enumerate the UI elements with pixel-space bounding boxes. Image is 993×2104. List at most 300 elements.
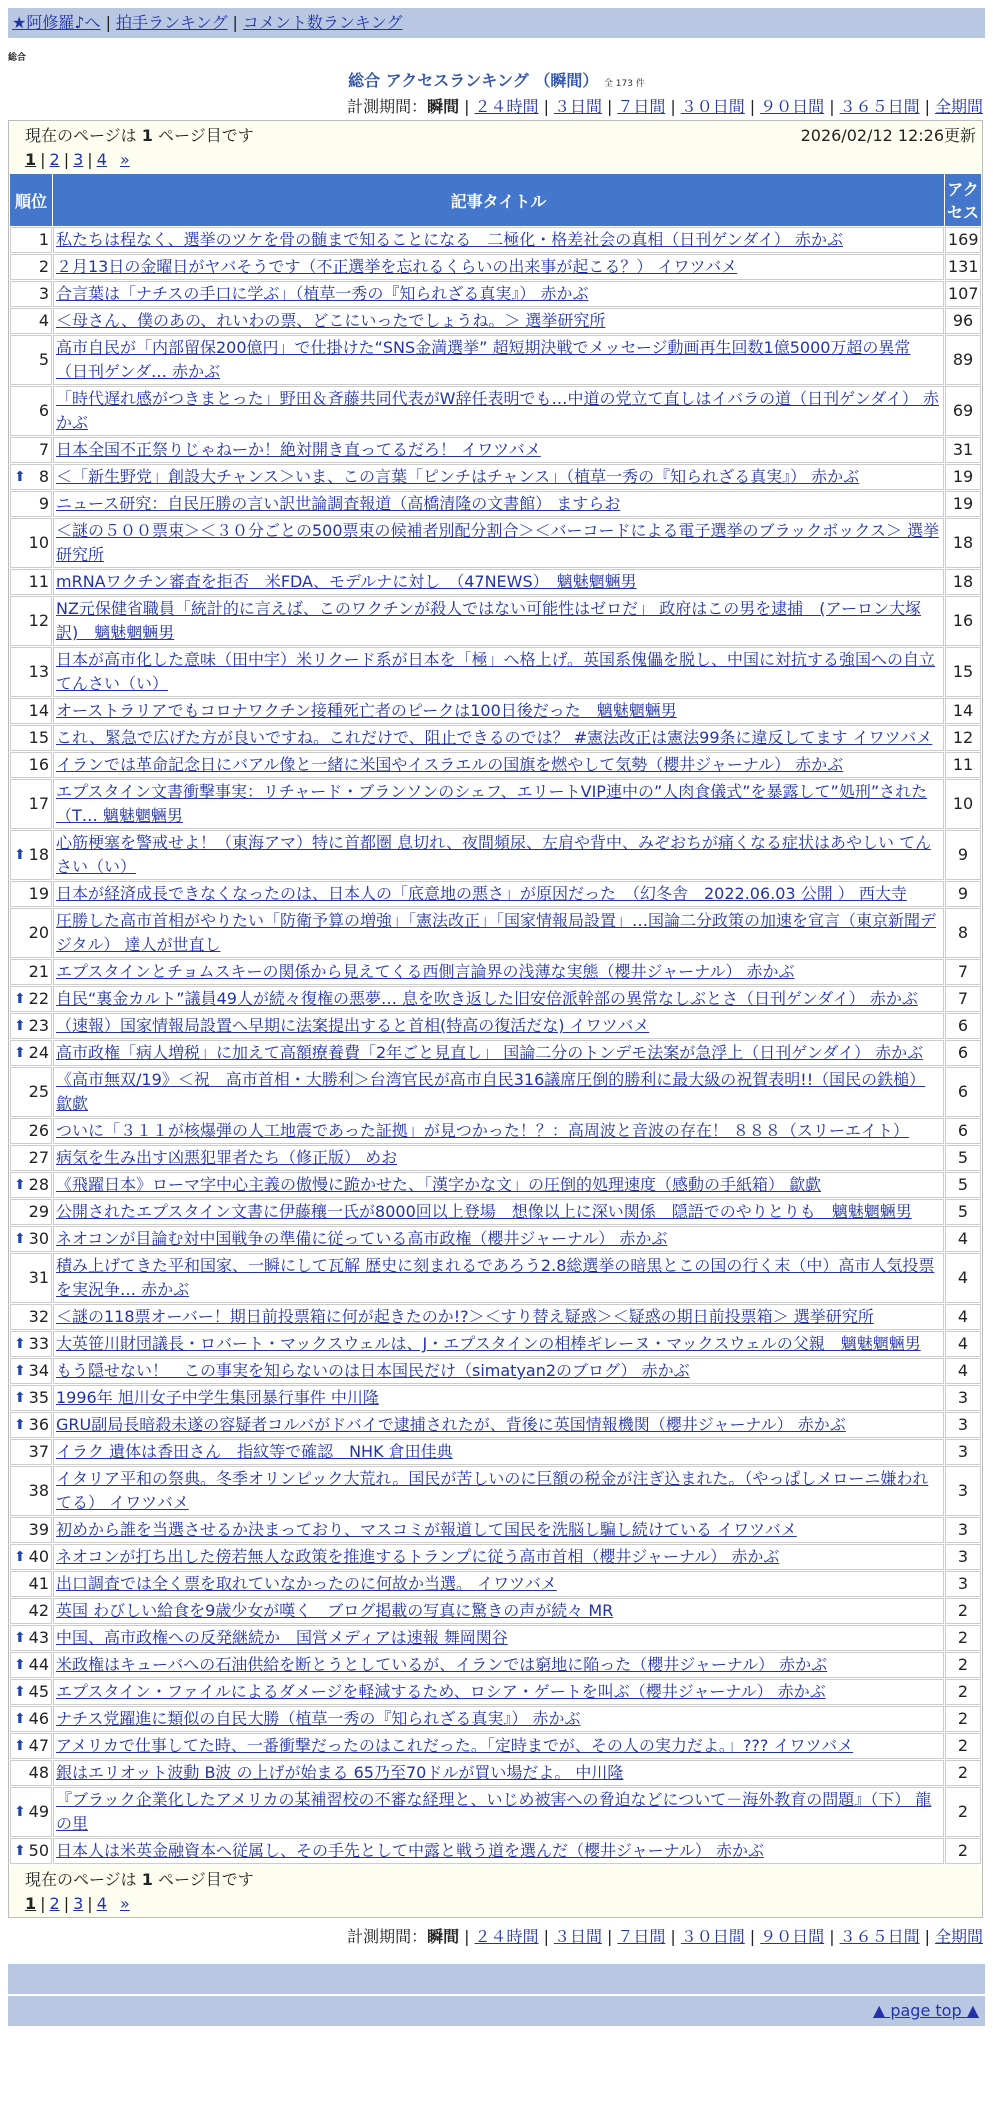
pager-separator: | xyxy=(87,150,93,169)
pager-separator xyxy=(107,150,120,169)
article-title-link[interactable]: ナチス党躍進に類似の自民大勝（植草一秀の『知られざる真実』） 赤かぶ xyxy=(56,1709,581,1728)
title-cell xyxy=(53,959,944,985)
nav-separator: | xyxy=(105,13,111,32)
rank-cell xyxy=(10,647,52,697)
access-count: 6 xyxy=(945,1067,981,1117)
article-title-link[interactable]: ＜謎の５００票束＞＜３０分ごとの500票束の候補者別配分割合＞＜バーコードによる電子選挙のブラックボックス＞ 選挙研究所 xyxy=(56,521,940,564)
title-cell xyxy=(53,1733,944,1759)
title-cell xyxy=(53,1652,944,1678)
rank-cell xyxy=(10,1838,52,1864)
table-row xyxy=(10,1466,981,1516)
rank-number: 7 xyxy=(38,440,49,459)
title-cell xyxy=(53,1544,944,1570)
table-row xyxy=(10,1571,981,1597)
period-separator: | xyxy=(749,97,756,116)
article-title-link[interactable]: 米政権はキューバへの石油供給を断とうとしているが、イランでは窮地に陥った（櫻井ジャーナル） 赤かぶ xyxy=(56,1655,828,1674)
article-title-link[interactable]: 合言葉は「ナチスの手口に学ぶ」（植草一秀の『知られざる真実』） 赤かぶ xyxy=(56,284,589,303)
top-period-option-7[interactable]: 全期間 xyxy=(934,97,983,116)
table-row xyxy=(10,227,981,253)
period-separator: | xyxy=(670,1927,676,1946)
period-separator: | xyxy=(924,1927,930,1946)
page-top-link[interactable]: ▲ page top ▲ xyxy=(872,2001,979,2020)
rank-cell xyxy=(10,335,52,385)
rank-cell xyxy=(10,1598,52,1624)
article-title-link[interactable]: 「時代遅れ感がつきまとった」野田＆斉藤共同代表がW辞任表明でも…中道の党立て直しはイバラの道（日刊ゲンダイ） 赤かぶ xyxy=(56,389,939,432)
top-period-option-6[interactable]: ３６５日間 xyxy=(839,97,920,116)
article-title-link[interactable]: エプスタイン文書衝撃事実：リチャード・ブランソンのシェフ、エリートVIP連中の”人肉食儀式”を暴露して”処刑”された（T… 魑魅魍魎男 xyxy=(56,782,928,825)
access-count: 9 xyxy=(945,830,981,880)
bottom-period-option-6[interactable]: ３６５日間 xyxy=(839,1927,920,1946)
access-count: 7 xyxy=(945,986,981,1012)
rank-number: 44 xyxy=(28,1655,49,1674)
total-count: 全 173 件 xyxy=(603,79,645,89)
bottom-period-option-4[interactable]: ３０日間 xyxy=(680,1927,745,1946)
rank-cell xyxy=(10,959,52,985)
access-count: 2 xyxy=(945,1787,981,1837)
table-row xyxy=(10,986,981,1012)
article-title-link[interactable]: 中国、高市政権への反発継続か 国営メディアは速報 舞岡関谷 xyxy=(56,1628,508,1647)
page-info-text: 現在のページは 1 ページ目です xyxy=(25,1870,254,1889)
access-count: 14 xyxy=(945,698,981,724)
page-title xyxy=(0,68,993,88)
rank-number: 34 xyxy=(28,1361,49,1380)
article-title-link[interactable]: 日本が高市化した意味（田中宇）米リクード系が日本を「極」へ格上げ。英国系傀儡を脱し、中国に対抗する強国への自立 てんさい（い） xyxy=(56,650,936,693)
table-row xyxy=(10,386,981,436)
access-count: 6 xyxy=(945,1013,981,1039)
title-cell xyxy=(53,725,944,751)
title-cell xyxy=(53,1838,944,1864)
rank-cell xyxy=(10,1412,52,1438)
article-title-link[interactable]: 公開されたエプスタイン文書に伊藤穰一氏が8000回以上登場 想像以上に深い関係 隠語でのやりとりも 魑魅魍魎男 xyxy=(56,1202,912,1221)
title-cell xyxy=(53,1706,944,1732)
access-count: 2 xyxy=(945,1706,981,1732)
article-title-link[interactable]: 日本全国不正祭りじゃねーか！絶対開き直ってるだろ！ イワツバメ xyxy=(56,440,541,459)
pager-separator: | xyxy=(63,1894,70,1913)
title-cell xyxy=(53,491,944,517)
top-period-option-4[interactable]: ３０日間 xyxy=(680,97,745,116)
article-title-link[interactable]: ネオコンが打ち出した傍若無人な政策を推進するトランプに従う高市首相（櫻井ジャーナル） 赤かぶ xyxy=(56,1547,780,1566)
access-count: 5 xyxy=(945,1172,981,1198)
pager-separator: | xyxy=(87,1894,93,1913)
rank-cell xyxy=(10,281,52,307)
rank-cell xyxy=(10,1787,52,1837)
article-title-link[interactable]: NZ元保健省職員「統計的に言えば、このワクチンが殺人ではない可能性はゼロだ」 政府はこの男を逮捕 (アーロン大塚訳) 魑魅魍魎男 xyxy=(56,599,921,642)
table-row xyxy=(10,1226,981,1252)
table-row xyxy=(10,830,981,880)
pager-next-link[interactable]: » xyxy=(119,150,130,169)
rank-cell xyxy=(10,518,52,568)
rank-up-arrow-icon: ⬆ xyxy=(14,1018,26,1034)
rank-number: 17 xyxy=(28,794,49,813)
rank-up-arrow-icon: ⬆ xyxy=(14,1738,26,1754)
rank-cell xyxy=(10,254,52,280)
pager-page-link[interactable]: 2 xyxy=(49,150,60,169)
access-count: 18 xyxy=(945,518,981,568)
pager-page-link[interactable]: 3 xyxy=(73,1894,84,1913)
table-row xyxy=(10,1253,981,1303)
rank-number: 9 xyxy=(38,494,49,513)
rank-number: 15 xyxy=(28,728,49,747)
rank-cell xyxy=(10,1652,52,1678)
home-link[interactable]: ★阿修羅♪へ xyxy=(12,13,101,32)
rank-cell xyxy=(10,1679,52,1705)
table-row xyxy=(10,1385,981,1411)
nav-separator: | xyxy=(232,13,238,32)
period-current: 瞬間 xyxy=(427,1927,460,1946)
article-title-link[interactable]: 日本が経済成長できなくなったのは、日本人の「底意地の悪さ」が原因だった （幻冬舎 2022.06.03 公開 ） 西大寺 xyxy=(56,884,907,903)
table-row xyxy=(10,596,981,646)
article-title-link[interactable]: ニュース研究：自民圧勝の言い訳世論調査報道（高橋清隆の文書館） ますらお xyxy=(56,494,621,513)
title-cell xyxy=(53,698,944,724)
article-title-link[interactable]: 積み上げてきた平和国家、一瞬にして瓦解 歴史に刻まれるであろう2.8総選挙の暗黒とこの国の行く末（中）高市人気投票を実況争… 赤かぶ xyxy=(56,1256,935,1299)
rank-up-arrow-icon: ⬆ xyxy=(14,1684,26,1700)
title-cell xyxy=(53,1331,944,1357)
rank-cell xyxy=(10,698,52,724)
article-title-link[interactable]: 私たちは程なく、選挙のツケを骨の髄まで知ることになる 二極化・格差社会の真相（日刊ゲンダイ） 赤かぶ xyxy=(56,230,844,249)
article-title-link[interactable]: エプスタインとチョムスキーの関係から見えてくる西側言論界の浅薄な実態（櫻井ジャーナル） 赤かぶ xyxy=(56,962,795,981)
title-cell xyxy=(53,1439,944,1465)
article-title-link[interactable]: 病気を生み出す凶悪犯罪者たち（修正版） めお xyxy=(56,1148,398,1167)
title-cell xyxy=(53,386,944,436)
footer-pagetop-bar xyxy=(8,1996,985,2026)
rank-cell xyxy=(10,386,52,436)
rank-up-arrow-icon: ⬆ xyxy=(14,1177,26,1193)
period-separator: | xyxy=(606,1927,613,1946)
bottom-period-option-2[interactable]: ３日間 xyxy=(553,1927,602,1946)
article-title-link[interactable]: 心筋梗塞を警戒せよ！（東海アマ）特に首都圏 息切れ、夜間頻尿、左肩や背中、みぞおちが痛くなる症状はあやしい てんさい（い） xyxy=(56,833,932,876)
rank-number: 2 xyxy=(38,257,49,276)
table-row xyxy=(10,1412,981,1438)
article-title-link[interactable]: 『ブラック企業化したアメリカの某補習校の不審な経理と、いじめ被害への脅迫などについて－海外教育の問題』（下） 龍の里 xyxy=(56,1790,932,1833)
rank-number: 14 xyxy=(28,701,49,720)
rank-up-arrow-icon: ⬆ xyxy=(14,1657,26,1673)
article-title-link[interactable]: 高市政権「病人増税」に加えて高額療養費「2年ごと見直し」 国論二分のトンデモ法案が急浮上（日刊ゲンダイ） 赤かぶ xyxy=(56,1043,924,1062)
table-row xyxy=(10,1067,981,1117)
rank-number: 1 xyxy=(38,230,49,249)
article-title-link[interactable]: ＜謎の118票オーバー！期日前投票箱に何が起きたのか!?＞＜すり替え疑惑＞＜疑惑の期日前投票箱＞ 選挙研究所 xyxy=(56,1307,874,1326)
rank-number: 45 xyxy=(28,1682,49,1701)
rank-number: 20 xyxy=(28,923,49,942)
rank-cell xyxy=(10,1172,52,1198)
article-title-link[interactable]: ＜母さん、僕のあの、れいわの票、どこにいったでしょうね。＞ 選挙研究所 xyxy=(56,311,606,330)
article-title-link[interactable]: エプスタイン・ファイルによるダメージを軽減するため、ロシア・ゲートを叫ぶ（櫻井ジャーナル） 赤かぶ xyxy=(56,1682,826,1701)
rank-cell xyxy=(10,1067,52,1117)
article-title-link[interactable]: 圧勝した高市首相がやりたい「防衛予算の増強」「憲法改正」「国家情報局設置」…国論二分政策の加速を宣言（東京新聞デジタル） 達人が世直し xyxy=(56,911,937,954)
title-cell xyxy=(53,437,944,463)
updated-timestamp: 2026/02/12 12:26更新 xyxy=(800,126,976,145)
rank-cell xyxy=(10,1544,52,1570)
page-info-top xyxy=(9,121,982,173)
bottom-period-option-1[interactable]: ２４時間 xyxy=(474,1927,539,1946)
pager-separator: | xyxy=(40,150,46,169)
article-title-link[interactable]: GRU副局長暗殺未遂の容疑者コルバがドバイで逮捕されたが、背後に英国情報機関（櫻井ジャーナル） 赤かぶ xyxy=(56,1415,846,1434)
article-title-link[interactable]: 高市自民が「内部留保200億円」で仕掛けた“SNS金満選挙” 超短期決戦でメッセージ動画再生回数1億5000万超の異常（日刊ゲンダ… 赤かぶ xyxy=(56,338,911,381)
access-count: 169 xyxy=(945,227,981,253)
rank-number: 29 xyxy=(28,1202,49,1221)
rank-cell xyxy=(10,596,52,646)
rank-cell xyxy=(10,881,52,907)
article-title-link[interactable]: ２月13日の金曜日がヤバそうです（不正選挙を忘れるくらいの出来事が起こる？） イワツバメ xyxy=(56,257,738,276)
bottom-period-option-5[interactable]: ９０日間 xyxy=(760,1927,825,1946)
article-title-link[interactable]: 初めから誰を当選させるか決まっており、マスコミが報道して国民を洗脳し騙し続けている イワツバメ xyxy=(56,1520,797,1539)
rank-number: 22 xyxy=(28,989,49,1008)
article-title-link[interactable]: 出口調査では全く票を取れていなかったのに何故か当選。 イワツバメ xyxy=(56,1574,557,1593)
rank-cell xyxy=(10,725,52,751)
access-count: 5 xyxy=(945,1199,981,1225)
rank-number: 48 xyxy=(28,1763,49,1782)
table-row xyxy=(10,1172,981,1198)
pager-page-link[interactable]: 4 xyxy=(96,150,107,169)
access-count: 2 xyxy=(945,1679,981,1705)
table-row xyxy=(10,1358,981,1384)
article-title-link[interactable]: オーストラリアでもコロナワクチン接種死亡者のピークは100日後だった 魑魅魍魎男 xyxy=(56,701,677,720)
article-title-link[interactable]: （速報）国家情報局設置へ早期に法案提出すると首相(特高の復活だな) イワツバメ xyxy=(56,1016,650,1035)
period-separator: | xyxy=(829,97,835,116)
table-row xyxy=(10,1145,981,1171)
rank-number: 42 xyxy=(28,1601,49,1620)
rank-up-arrow-icon: ⬆ xyxy=(14,1804,26,1820)
pager-page-link[interactable]: 2 xyxy=(49,1894,60,1913)
rank-number: 50 xyxy=(28,1841,49,1860)
period-separator: | xyxy=(749,1927,756,1946)
title-cell xyxy=(53,464,944,490)
title-cell xyxy=(53,227,944,253)
rank-cell xyxy=(10,1304,52,1330)
rank-cell xyxy=(10,1358,52,1384)
rank-cell xyxy=(10,491,52,517)
rank-number: 4 xyxy=(38,311,49,330)
access-count: 4 xyxy=(945,1304,981,1330)
rank-cell xyxy=(10,1199,52,1225)
pager-separator: | xyxy=(63,150,70,169)
access-count: 3 xyxy=(945,1412,981,1438)
title-cell xyxy=(53,1172,944,1198)
title-cell xyxy=(53,1067,944,1117)
period-separator: | xyxy=(543,1927,549,1946)
rank-cell xyxy=(10,1013,52,1039)
article-title-link[interactable]: ネオコンが目論む対中国戦争の準備に従っている高市政権（櫻井ジャーナル） 赤かぶ xyxy=(56,1229,668,1248)
table-row xyxy=(10,1760,981,1786)
bottom-period-option-7[interactable]: 全期間 xyxy=(934,1927,983,1946)
title-cell xyxy=(53,1145,944,1171)
rank-cell xyxy=(10,1145,52,1171)
table-row xyxy=(10,335,981,385)
rank-number: 10 xyxy=(28,533,49,552)
access-count: 3 xyxy=(945,1517,981,1543)
pager-page-link[interactable]: 3 xyxy=(73,150,84,169)
title-cell xyxy=(53,1040,944,1066)
table-row xyxy=(10,1733,981,1759)
period-separator: | xyxy=(829,1927,835,1946)
access-count: 4 xyxy=(945,1331,981,1357)
table-row xyxy=(10,1787,981,1837)
page-title-text: 総合 アクセスランキング （瞬間） xyxy=(348,71,599,90)
title-cell xyxy=(53,1412,944,1438)
title-cell xyxy=(53,1385,944,1411)
article-title-link[interactable]: 《飛躍日本》ローマ字中心主義の傲慢に跪かせた、「漢字かな文」の圧倒的処理速度（感動の手紙箱） 歙歔 xyxy=(56,1175,822,1194)
rank-number: 49 xyxy=(28,1802,49,1821)
rank-number: 38 xyxy=(28,1481,49,1500)
article-title-link[interactable]: 《高市無双/19》＜祝 高市首相・大勝利＞台湾官民が高市自民316議席圧倒的勝利に最大級の祝賀表明!!（国民の鉄槌） 歙歔 xyxy=(56,1070,926,1113)
rank-number: 33 xyxy=(28,1334,49,1353)
table-row xyxy=(10,308,981,334)
access-count: 96 xyxy=(945,308,981,334)
article-title-link[interactable]: 日本人は米英金融資本へ従属し、その手先として中露と戦う道を選んだ（櫻井ジャーナル） 赤かぶ xyxy=(56,1841,764,1860)
title-cell xyxy=(53,779,944,829)
title-cell xyxy=(53,1226,944,1252)
access-count: 3 xyxy=(945,1439,981,1465)
period-selector-top xyxy=(0,94,983,114)
title-cell xyxy=(53,1787,944,1837)
title-cell xyxy=(53,1199,944,1225)
footer-bar xyxy=(8,1964,985,1994)
col-title-header: 記事タイトル xyxy=(53,174,944,226)
access-count: 9 xyxy=(945,881,981,907)
rank-number: 31 xyxy=(28,1268,49,1287)
title-cell xyxy=(53,1625,944,1651)
title-cell xyxy=(53,254,944,280)
rank-up-arrow-icon: ⬆ xyxy=(14,1549,26,1565)
rank-cell xyxy=(10,1331,52,1357)
category-label: 総合 xyxy=(8,53,27,63)
access-count: 6 xyxy=(945,1118,981,1144)
table-row xyxy=(10,1679,981,1705)
rank-cell xyxy=(10,308,52,334)
rank-cell xyxy=(10,1439,52,1465)
access-count: 3 xyxy=(945,1544,981,1570)
col-access-header: アクセス xyxy=(945,174,981,226)
rank-cell xyxy=(10,830,52,880)
rank-cell xyxy=(10,1706,52,1732)
access-count: 3 xyxy=(945,1466,981,1516)
rank-number: 40 xyxy=(28,1547,49,1566)
access-count: 2 xyxy=(945,1652,981,1678)
article-title-link[interactable]: これ、緊急で広げた方が良いですね。これだけで、阻止できるのでは？ #憲法改正は憲法99条に違反してます イワツバメ xyxy=(56,728,933,747)
title-cell xyxy=(53,881,944,907)
top-period-option-5[interactable]: ９０日間 xyxy=(760,97,825,116)
access-count: 107 xyxy=(945,281,981,307)
access-count: 4 xyxy=(945,1226,981,1252)
rank-up-arrow-icon: ⬆ xyxy=(14,1711,26,1727)
access-count: 11 xyxy=(945,752,981,778)
comment-ranking-link[interactable]: コメント数ランキング xyxy=(242,13,403,32)
title-cell xyxy=(53,308,944,334)
table-row xyxy=(10,752,981,778)
table-row xyxy=(10,1706,981,1732)
title-cell xyxy=(53,518,944,568)
rank-cell xyxy=(10,1385,52,1411)
table-row xyxy=(10,779,981,829)
pager-next-link[interactable]: » xyxy=(119,1894,130,1913)
top-period-option-2[interactable]: ３日間 xyxy=(553,97,602,116)
rank-cell xyxy=(10,1226,52,1252)
access-count: 19 xyxy=(945,464,981,490)
access-count: 2 xyxy=(945,1733,981,1759)
period-separator: | xyxy=(606,97,613,116)
title-cell xyxy=(53,1358,944,1384)
rank-number: 23 xyxy=(28,1016,49,1035)
access-count: 2 xyxy=(945,1838,981,1864)
rank-number: 18 xyxy=(28,845,49,864)
top-period-option-1[interactable]: ２４時間 xyxy=(474,97,539,116)
article-title-link[interactable]: イランでは革命記念日にバアル像と一緒に米国やイスラエルの国旗を燃やして気勢（櫻井ジャーナル） 赤かぶ xyxy=(56,755,844,774)
pager-separator: | xyxy=(40,1894,46,1913)
table-row xyxy=(10,437,981,463)
rank-cell xyxy=(10,1517,52,1543)
access-count: 2 xyxy=(945,1760,981,1786)
access-count: 89 xyxy=(945,335,981,385)
article-title-link[interactable]: もう隠せない！ この事実を知らないのは日本国民だけ（simatyan2のブログ） 赤かぶ xyxy=(56,1361,690,1380)
pager-separator xyxy=(107,1894,120,1913)
article-title-link[interactable]: ついに「３１１が核爆弾の人工地震であった証拠」が見つかった！？：高周波と音波の存在！ ８８８（スリーエイト） xyxy=(56,1121,909,1140)
table-row xyxy=(10,1838,981,1864)
article-title-link[interactable]: 自民“裏金カルト”議員49人が続々復権の悪夢… 息を吹き返した旧安倍派幹部の異常なしぶとさ（日刊ゲンダイ） 赤かぶ xyxy=(56,989,918,1008)
rank-number: 16 xyxy=(28,755,49,774)
table-row xyxy=(10,464,981,490)
rank-up-arrow-icon: ⬆ xyxy=(14,1336,26,1352)
article-title-link[interactable]: 英国 わびしい給食を9歳少女が嘆く ブログ掲載の写真に驚きの声が続々 MR xyxy=(56,1601,614,1620)
rank-cell xyxy=(10,908,52,958)
rank-number: 5 xyxy=(38,350,49,369)
rank-number: 41 xyxy=(28,1574,49,1593)
rank-number: 21 xyxy=(28,962,49,981)
clap-ranking-link[interactable]: 拍手ランキング xyxy=(115,13,228,32)
access-count: 131 xyxy=(945,254,981,280)
title-cell xyxy=(53,647,944,697)
table-row xyxy=(10,491,981,517)
period-separator: | xyxy=(464,97,470,116)
article-title-link[interactable]: ＜「新生野党」創設大チャンス＞いま、この言葉「ピンチはチャンス」（植草一秀の『知られざる真実』） 赤かぶ xyxy=(56,467,860,486)
rank-number: 11 xyxy=(28,572,49,591)
col-rank-header: 順位 xyxy=(10,174,52,226)
period-selector-bottom xyxy=(0,1924,983,1944)
title-cell xyxy=(53,1118,944,1144)
access-count: 18 xyxy=(945,569,981,595)
period-current: 瞬間 xyxy=(427,97,460,116)
top-period-option-3[interactable]: ７日間 xyxy=(617,97,666,116)
article-title-link[interactable]: 銀はエリオット波動 B波 の上げが始まる 65乃至70ドルが買い場だよ。 中川隆 xyxy=(56,1763,624,1782)
access-count: 12 xyxy=(945,725,981,751)
pager-current-page[interactable]: 1 xyxy=(25,150,37,169)
period-separator: | xyxy=(464,1927,470,1946)
rank-number: 12 xyxy=(28,611,49,630)
rank-cell xyxy=(10,569,52,595)
rank-number: 8 xyxy=(38,467,49,486)
table-row xyxy=(10,1331,981,1357)
bottom-period-option-3[interactable]: ７日間 xyxy=(617,1927,666,1946)
title-cell xyxy=(53,1466,944,1516)
article-title-link[interactable]: イタリア平和の祭典。冬季オリンピック大荒れ。国民が苦しいのに巨額の税金が注ぎ込まれた。（やっぱしメローニ嫌われてる） イワツバメ xyxy=(56,1469,929,1512)
article-title-link[interactable]: 1996年 旭川女子中学生集団暴行事件 中川隆 xyxy=(56,1388,379,1407)
pager-page-link[interactable]: 4 xyxy=(96,1894,107,1913)
rank-number: 30 xyxy=(28,1229,49,1248)
pager-bottom xyxy=(25,1894,976,1913)
article-title-link[interactable]: mRNAワクチン審査を拒否 米FDA、モデルナに対し （47NEWS） 魑魅魍魎男 xyxy=(56,572,637,591)
rank-cell xyxy=(10,1040,52,1066)
pager-current-page[interactable]: 1 xyxy=(25,1894,37,1913)
article-title-link[interactable]: 大英笹川財団議長・ロバート・マックスウェルは、J・エプスタインの相棒ギレーヌ・マックスウェルの父親 魑魅魍魎男 xyxy=(56,1334,921,1353)
rank-number: 28 xyxy=(28,1175,49,1194)
table-row xyxy=(10,647,981,697)
article-title-link[interactable]: イラク 遺体は香田さん 指紋等で確認 NHK 倉田佳典 xyxy=(56,1442,453,1461)
rank-up-arrow-icon: ⬆ xyxy=(14,1231,26,1247)
rank-number: 25 xyxy=(28,1082,49,1101)
period-separator: | xyxy=(543,97,549,116)
rank-cell xyxy=(10,464,52,490)
rank-up-arrow-icon: ⬆ xyxy=(14,469,26,485)
article-title-link[interactable]: アメリカで仕事してた時、一番衝撃だったのはこれだった。「定時までが、その人の実力だよ。」??? イワツバメ xyxy=(56,1736,854,1755)
table-row xyxy=(10,725,981,751)
